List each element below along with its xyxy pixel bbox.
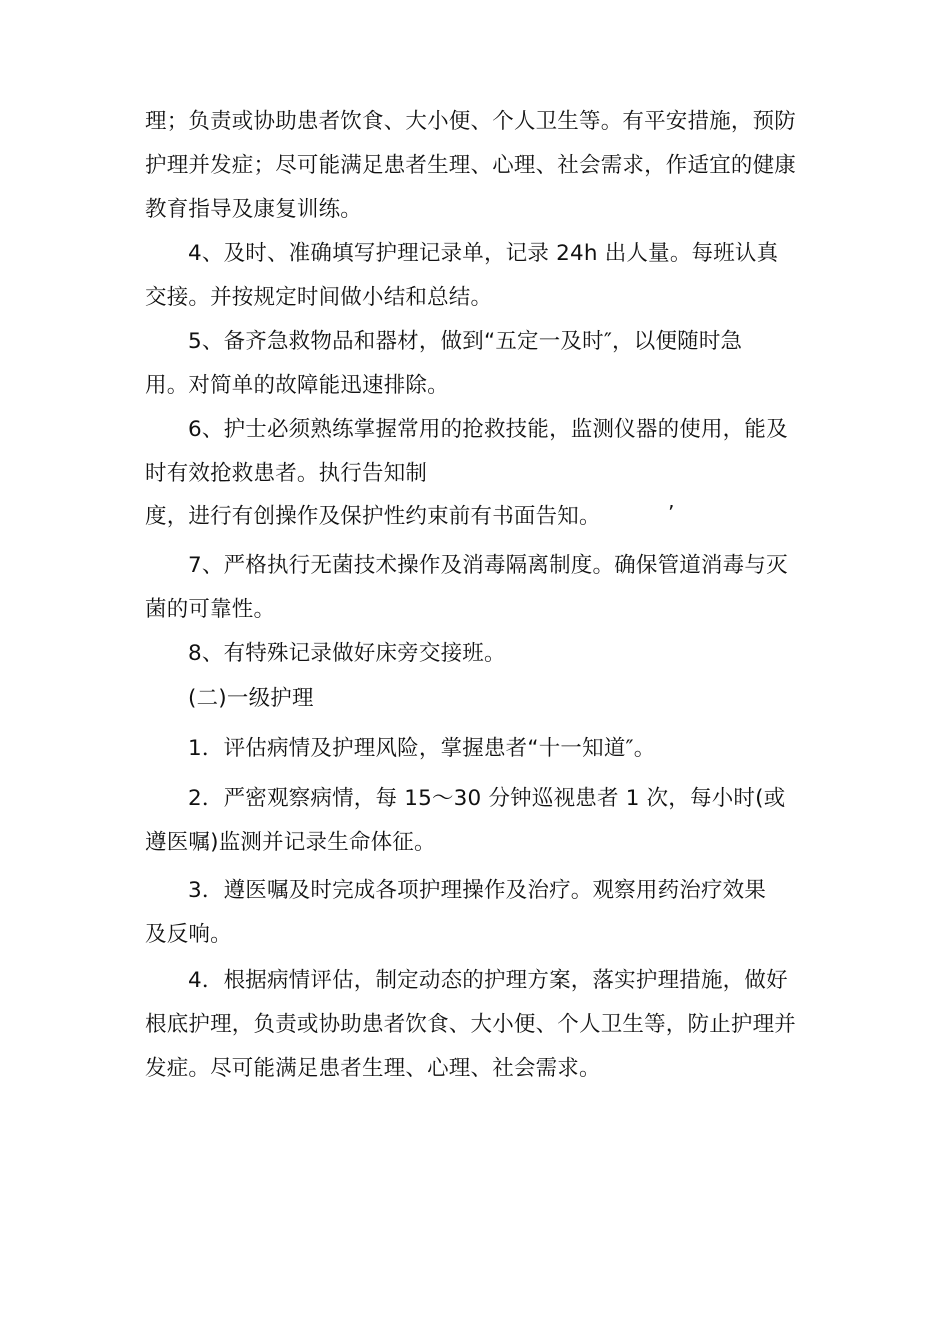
text-line: 度，进行有创操作及保护性约束前有书面告知。 xyxy=(145,504,601,529)
paragraph-4-start: 4、及时、准确填写护理记录单，记录 24h 出人量。每班认真 xyxy=(188,241,779,266)
paragraph-7-start: 7、严格执行无菌技术操作及消毒隔离制度。确保管道消毒与灭 xyxy=(188,553,788,578)
text-line: 护理并发症；尽可能满足患者生理、心理、社会需求，作适宜的健康 xyxy=(145,153,797,178)
item-1: 1．评估病情及护理风险，掌握患者“十一知道″。 xyxy=(188,736,656,761)
item-4-start: 4．根据病情评估，制定动态的护理方案，落实护理措施，做好 xyxy=(188,968,788,993)
paragraph-6-start: 6、护士必须熟练掌握常用的抢救技能，监测仪器的使用，能及 xyxy=(188,417,788,442)
item-2-start: 2．严密观察病情，每 15～30 分钟巡视患者 1 次，每小时(或 xyxy=(188,786,786,811)
text-line: 遵医嘱)监测并记录生命体征。 xyxy=(145,830,436,855)
text-line: 理；负责或协助患者饮食、大小便、个人卫生等。有平安措施，预防 xyxy=(145,109,797,134)
paragraph-5-start: 5、备齐急救物品和器材，做到“五定一及时″，以便随时急 xyxy=(188,329,743,354)
text-line: 用。对简单的故障能迅速排除。 xyxy=(145,373,449,398)
text-line: 发症。尽可能满足患者生理、心理、社会需求。 xyxy=(145,1056,601,1081)
text-line: 根底护理，负责或协助患者饮食、大小便、个人卫生等，防止护理并 xyxy=(145,1012,797,1037)
text-line: 时有效抢救患者。执行告知制 xyxy=(145,461,428,486)
text-line: 菌的可靠性。 xyxy=(145,597,276,622)
text-line: 及反响。 xyxy=(145,922,232,947)
text-line: 交接。并按规定时间做小结和总结。 xyxy=(145,285,493,310)
item-3-start: 3．遵医嘱及时完成各项护理操作及治疗。观察用药治疗效果 xyxy=(188,878,767,903)
text-line: 教育指导及康复训练。 xyxy=(145,197,363,222)
paragraph-8-start: 8、有特殊记录做好床旁交接班。 xyxy=(188,641,506,666)
stray-apostrophe: ’ xyxy=(668,501,675,525)
section-heading: (二)一级护理 xyxy=(188,686,314,711)
